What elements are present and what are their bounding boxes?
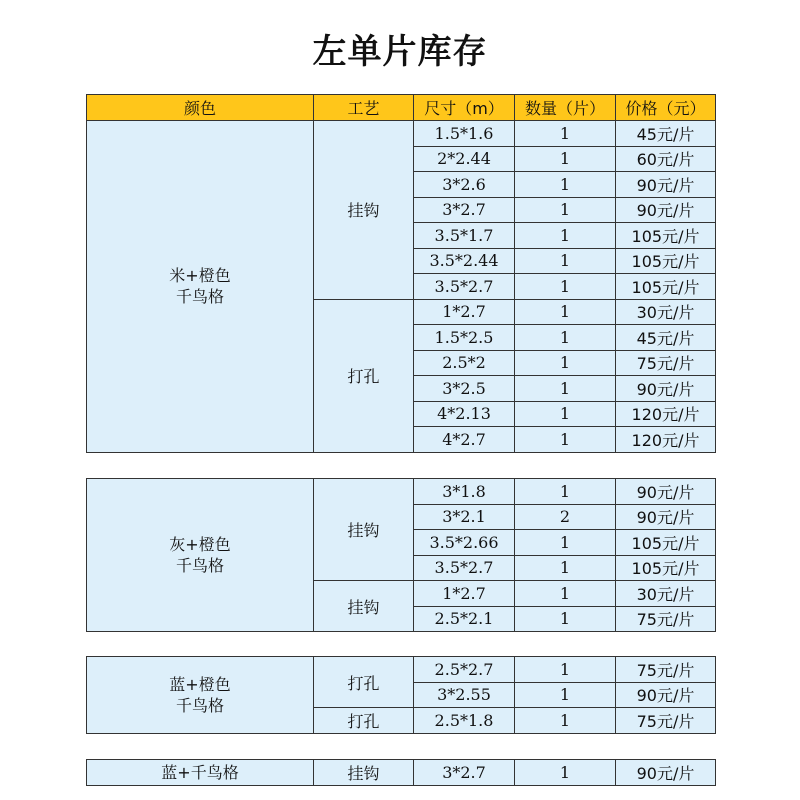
process-cell: 打孔 — [314, 299, 414, 452]
size-cell: 3.5*1.7 — [414, 223, 515, 249]
size-cell: 1*2.7 — [414, 299, 515, 325]
quantity-cell: 1 — [515, 248, 616, 274]
size-cell: 3*2.5 — [414, 376, 515, 402]
size-cell: 3*2.55 — [414, 682, 515, 708]
process-cell: 打孔 — [314, 657, 414, 708]
size-cell: 2.5*2.7 — [414, 657, 515, 683]
price-cell: 105元/片 — [616, 555, 716, 581]
color-cell: 米+橙色 千鸟格 — [87, 121, 314, 453]
price-cell: 120元/片 — [616, 401, 716, 427]
size-cell: 1.5*1.6 — [414, 121, 515, 147]
process-cell: 挂钩 — [314, 479, 414, 581]
page-title: 左单片库存 — [312, 32, 488, 72]
price-cell: 30元/片 — [616, 299, 716, 325]
process-cell: 挂钩 — [314, 121, 414, 300]
process-cell: 挂钩 — [314, 760, 414, 786]
price-cell: 30元/片 — [616, 581, 716, 607]
quantity-cell: 1 — [515, 325, 616, 351]
header-row — [87, 95, 716, 121]
inventory-block-1 — [86, 120, 716, 453]
quantity-cell: 1 — [515, 274, 616, 300]
price-cell: 75元/片 — [616, 708, 716, 734]
size-cell: 3*2.6 — [414, 172, 515, 198]
table-row — [87, 760, 716, 786]
quantity-cell: 1 — [515, 581, 616, 607]
size-cell: 4*2.7 — [414, 427, 515, 453]
header-quantity: 数量（片） — [515, 95, 616, 121]
size-cell: 3*2.1 — [414, 504, 515, 530]
quantity-cell: 1 — [515, 708, 616, 734]
quantity-cell: 1 — [515, 299, 616, 325]
quantity-cell: 1 — [515, 146, 616, 172]
size-cell: 3*2.7 — [414, 760, 515, 786]
price-cell: 105元/片 — [616, 274, 716, 300]
process-cell: 挂钩 — [314, 581, 414, 632]
table-row — [87, 479, 716, 505]
process-cell: 打孔 — [314, 708, 414, 734]
quantity-cell: 1 — [515, 555, 616, 581]
header-price: 价格（元） — [616, 95, 716, 121]
size-cell: 3*1.8 — [414, 479, 515, 505]
price-cell: 75元/片 — [616, 657, 716, 683]
inventory-table-header — [86, 94, 716, 121]
quantity-cell: 2 — [515, 504, 616, 530]
size-cell: 3.5*2.7 — [414, 274, 515, 300]
quantity-cell: 1 — [515, 682, 616, 708]
inventory-block-2 — [86, 478, 716, 632]
quantity-cell: 1 — [515, 760, 616, 786]
header-size: 尺寸（m） — [414, 95, 515, 121]
price-cell: 105元/片 — [616, 530, 716, 556]
price-cell: 90元/片 — [616, 376, 716, 402]
quantity-cell: 1 — [515, 197, 616, 223]
size-cell: 3.5*2.44 — [414, 248, 515, 274]
quantity-cell: 1 — [515, 530, 616, 556]
inventory-block-4 — [86, 759, 716, 786]
quantity-cell: 1 — [515, 350, 616, 376]
price-cell: 90元/片 — [616, 504, 716, 530]
price-cell: 75元/片 — [616, 606, 716, 632]
price-cell: 90元/片 — [616, 172, 716, 198]
size-cell: 2.5*2 — [414, 350, 515, 376]
price-cell: 90元/片 — [616, 682, 716, 708]
price-cell: 45元/片 — [616, 121, 716, 147]
size-cell: 2*2.44 — [414, 146, 515, 172]
quantity-cell: 1 — [515, 223, 616, 249]
price-cell: 45元/片 — [616, 325, 716, 351]
size-cell: 1.5*2.5 — [414, 325, 515, 351]
size-cell: 3.5*2.7 — [414, 555, 515, 581]
quantity-cell: 1 — [515, 606, 616, 632]
price-cell: 105元/片 — [616, 223, 716, 249]
size-cell: 3.5*2.66 — [414, 530, 515, 556]
header-process: 工艺 — [314, 95, 414, 121]
quantity-cell: 1 — [515, 657, 616, 683]
quantity-cell: 1 — [515, 427, 616, 453]
quantity-cell: 1 — [515, 121, 616, 147]
table-row — [87, 657, 716, 683]
price-cell: 90元/片 — [616, 760, 716, 786]
size-cell: 2.5*2.1 — [414, 606, 515, 632]
size-cell: 2.5*1.8 — [414, 708, 515, 734]
size-cell: 1*2.7 — [414, 581, 515, 607]
quantity-cell: 1 — [515, 479, 616, 505]
quantity-cell: 1 — [515, 376, 616, 402]
price-cell: 90元/片 — [616, 197, 716, 223]
inventory-block-3 — [86, 656, 716, 734]
color-cell: 灰+橙色 千鸟格 — [87, 479, 314, 632]
color-cell: 蓝+千鸟格 — [87, 760, 314, 786]
quantity-cell: 1 — [515, 172, 616, 198]
price-cell: 60元/片 — [616, 146, 716, 172]
price-cell: 75元/片 — [616, 350, 716, 376]
color-cell: 蓝+橙色 千鸟格 — [87, 657, 314, 734]
header-color: 颜色 — [87, 95, 314, 121]
price-cell: 105元/片 — [616, 248, 716, 274]
size-cell: 4*2.13 — [414, 401, 515, 427]
table-row — [87, 121, 716, 147]
size-cell: 3*2.7 — [414, 197, 515, 223]
price-cell: 90元/片 — [616, 479, 716, 505]
quantity-cell: 1 — [515, 401, 616, 427]
price-cell: 120元/片 — [616, 427, 716, 453]
